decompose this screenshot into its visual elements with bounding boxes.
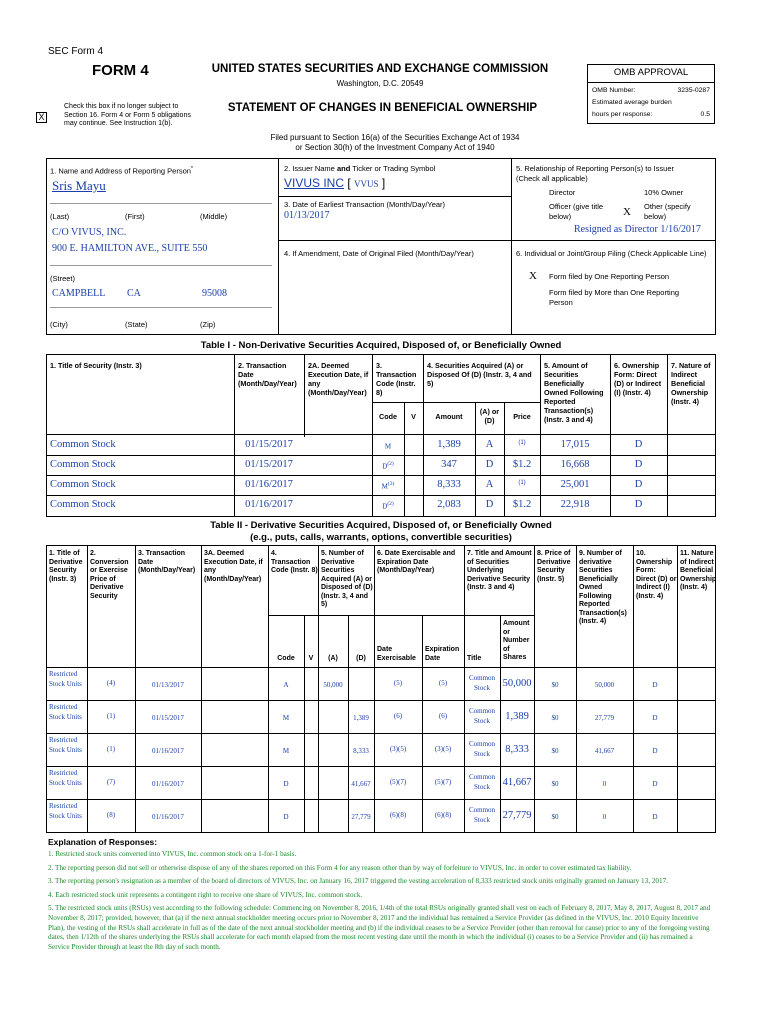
t2-code: M: [282, 714, 290, 722]
t2-owned: 27,779: [594, 714, 615, 722]
note-4: 4. Each restricted stock unit represents a contingent right to receive one share of VIVUS, Inc. common stock.: [48, 890, 363, 899]
statement-title: STATEMENT OF CHANGES IN BENEFICIAL OWNERSHIP: [227, 102, 538, 114]
t2-title: Common Stock: [468, 806, 496, 824]
t1-title: Common Stock: [50, 499, 116, 510]
city-value: CAMPBELL: [52, 288, 106, 299]
t1-form: D: [634, 499, 643, 510]
t2-h-dates: 6. Date Exercisable and Expiration Date (Month/Day/Year): [377, 550, 456, 574]
t2-h-title: 1. Title of Derivative Security (Instr. 3): [49, 550, 83, 583]
issuer-label: 2. Issuer Name and Ticker or Trading Symbol: [284, 164, 436, 173]
t2-shares: 50,000: [502, 678, 532, 689]
t2-shares: 8,333: [505, 744, 529, 755]
t2-price: $0: [551, 747, 559, 755]
explanation-title: Explanation of Responses:: [48, 837, 158, 847]
t1-amount: 2,083: [437, 499, 461, 510]
omb-number-label: OMB Number:: [592, 87, 636, 94]
table2-title: Table II - Derivative Securities Acquired, Disposed of, or Beneficially Owned (e.g., puts, calls, warrants, options, convertible securities): [210, 520, 552, 543]
city-label: (City): [50, 320, 68, 329]
t2-exercisable: (3)(5): [389, 745, 407, 753]
t1-code: $M^{(3)}$: [381, 481, 395, 491]
t2-security: Restricted Stock Units: [49, 769, 82, 787]
address-line-2: 900 E. HAMILTON AVE., SUITE 550: [52, 243, 208, 254]
t1-code: M: [384, 442, 392, 451]
t1-owned: 17,015: [560, 439, 590, 450]
t1-h-securities: 4. Securities Acquired (A) or Disposed Of (D) (Instr. 3, 4 and 5): [427, 361, 532, 388]
t2-price: $0: [551, 714, 559, 722]
t2-code: D: [283, 813, 289, 821]
t2-exercisable: (5): [393, 679, 403, 687]
t2-h-d: (D): [356, 655, 366, 662]
zip-label: (Zip): [200, 320, 216, 329]
t2-h-conversion: 2. Conversion or Exercise Price of Derivative Security: [90, 550, 129, 600]
filed-pursuant: [195, 133, 595, 153]
omb-hours: 0.5: [700, 111, 710, 118]
note-1: 1. Restricted stock units converted into VIVUS, Inc. common stock on a 1-for-1 basis.: [48, 850, 297, 858]
t2-h-deemed: 3A. Deemed Execution Date, if any (Month/Day/Year): [204, 550, 263, 583]
t2-code: M: [282, 747, 290, 755]
t1-h-code: 3. Transaction Code (Instr. 8): [376, 361, 417, 397]
filing-label: 6. Individual or Joint/Group Filing (Check Applicable Line): [516, 249, 707, 258]
t2-code: D: [283, 780, 289, 788]
ten-percent-option[interactable]: 10% Owner: [644, 188, 684, 197]
filing-one-option[interactable]: Form filed by One Reporting Person: [549, 272, 670, 281]
issuer-ticker: VVUS: [354, 179, 379, 189]
issuer-name-line: VIVUS INC [ VVUS ]: [284, 176, 386, 190]
t1-ad: D: [485, 459, 494, 470]
t2-disposed: 27,779: [351, 813, 371, 821]
t1-ad: D: [485, 499, 494, 510]
note-3: 3. The reporting person's resignation as a member of the board of directors of VIVUS, Inc. on January 16, 2017 triggered the vesting acceleration of 8,333 restricted stock units originally granted on January 13, 2017.: [48, 877, 668, 886]
t2-conversion: (7): [106, 778, 116, 786]
t1-price: $1.2: [512, 499, 532, 510]
t2-h-title-sub: Title: [467, 655, 482, 662]
earliest-date: 01/13/2017: [284, 210, 330, 221]
t1-amount: 1,389: [437, 439, 461, 450]
t1-ad: A: [485, 439, 494, 450]
t2-title: Common Stock: [468, 707, 496, 725]
t2-conversion: (1): [106, 712, 116, 720]
t2-price: $0: [551, 813, 559, 821]
t2-disposed: 8,333: [353, 747, 369, 755]
t2-title: Common Stock: [468, 740, 496, 758]
t2-owned: 0: [602, 813, 607, 821]
checkbox-text: Check this box if no longer subject to Section 16. Form 4 or Form 5 obligations may continue. See Instruction 1(b).: [64, 103, 191, 128]
t2-shares: 27,779: [502, 810, 532, 821]
t2-form: D: [652, 714, 658, 722]
t1-h-ad: (A) or (D): [479, 407, 500, 425]
t2-conversion: (1): [106, 745, 116, 753]
t2-h-expiration: Expiration Date: [425, 646, 460, 662]
t1-code: $D^{(2)}$: [382, 501, 394, 511]
t2-security: Restricted Stock Units: [49, 802, 82, 820]
state-label: (State): [125, 320, 148, 329]
t1-date: 01/15/2017: [245, 459, 293, 470]
t2-form: D: [652, 681, 658, 689]
director-option[interactable]: Director: [549, 188, 576, 197]
t2-h-code-sub: Code: [277, 655, 295, 662]
middle-label: (Middle): [200, 212, 228, 221]
t2-expiration: (5): [438, 679, 448, 687]
t2-expiration: (6)(8): [434, 811, 452, 819]
t1-amount: 8,333: [437, 479, 461, 490]
t2-owned: 0: [602, 780, 607, 788]
t1-form: D: [634, 459, 643, 470]
omb-burden-label: Estimated average burden: [592, 99, 672, 106]
t1-price: (1): [518, 440, 526, 446]
t1-price: (1): [518, 480, 526, 486]
t2-security: Restricted Stock Units: [49, 703, 82, 721]
state-value: CA: [127, 288, 141, 299]
explanation-notes: [48, 850, 714, 952]
t2-price: $0: [551, 780, 559, 788]
t2-h-code: 4. Transaction Code (Instr. 8): [271, 550, 318, 574]
table1-title: Table I - Non-Derivative Securities Acquired, Disposed of, or Beneficially Owned: [200, 340, 562, 351]
relationship-label: 5. Relationship of Reporting Person(s) to Issuer (Check all applicable): [516, 164, 674, 183]
t2-disposed: 41,667: [351, 780, 371, 788]
t2-exercisable: (6)(8): [389, 811, 407, 819]
t1-title: Common Stock: [50, 479, 116, 490]
t2-date: 01/16/2017: [152, 780, 184, 788]
officer-mark: X: [623, 206, 631, 218]
t1-h-nature: 7. Nature of Indirect Beneficial Ownership (Instr. 4): [671, 361, 711, 406]
t1-date: 01/15/2017: [245, 439, 293, 450]
t1-price: $1.2: [512, 459, 532, 470]
t2-h-underlying: 7. Title and Amount of Securities Underlying Derivative Security (Instr. 3 and 4): [467, 550, 532, 591]
t2-security: Restricted Stock Units: [49, 670, 82, 688]
t2-expiration: (5)(7): [434, 778, 452, 786]
note-5: 5. The restricted stock units (RSUs) vest according to the following schedule: Commencing on November 8, 2016, 1/4th of the total RSUs originally granted shall vest on each of February 8, 2017, May 8, 2017, August 8, 2017 and November 8, 2017; provided, however, that (a) if the next annual stockholder meeting occurs prior to November 8, 2017 and the individual has remained a Service Provider (as defined in the VIVUS, Inc. 2010 Equity Incentive Plan), the vesting of the RSUs shall accelerate in full as of the date of the next annual stockholder meeting and (b) if the individual ceases to be a Service Provider (other than removal for cause) prior to any of the foregoing vesting dates, then 1/12th of the shares underlying the RSUs shall accelerate for each month elapsed from the most recent vesting date until the month in which the individual (i) ceases to be a Service Provider and (ii) has remained a Service Provider through at least the 8th day of such month.: [48, 904, 711, 951]
amendment-label: 4. If Amendment, Date of Original Filed (Month/Day/Year): [284, 249, 474, 258]
other-option[interactable]: Other (specify below): [644, 202, 691, 221]
issuer-name[interactable]: VIVUS INC: [284, 176, 345, 190]
t2-form: D: [652, 813, 658, 821]
t1-date: 01/16/2017: [245, 479, 293, 490]
t1-h-v: V: [411, 412, 416, 421]
t2-h-date: 3. Transaction Date (Month/Day/Year): [138, 550, 196, 574]
no-longer-subject-checkbox[interactable]: [36, 112, 47, 123]
t1-code: $D^{(2)}$: [382, 461, 394, 471]
t2-expiration: (3)(5): [434, 745, 452, 753]
t1-h-date: 2. Transaction Date (Month/Day/Year): [238, 361, 297, 388]
t2-acquired: 50,000: [323, 681, 343, 689]
t2-owned: 41,667: [594, 747, 615, 755]
omb-hours-label: hours per response:: [592, 111, 653, 118]
t2-h-form: 10. Ownership Form: Direct (D) or Indirect (I) (Instr. 4): [636, 550, 677, 600]
t2-title: Common Stock: [468, 674, 496, 692]
t2-h-nature: 11. Nature of Indirect Beneficial Ownership (Instr. 4): [680, 550, 717, 591]
note-2: 2. The reporting person did not sell or otherwise dispose of any of the shares reported on this Form 4 for any reason other than by way of forfeiture to VIVUS, Inc. in order to cover estimated tax liability.: [48, 863, 632, 872]
t2-disposed: 1,389: [353, 714, 369, 722]
last-label: (Last): [50, 212, 70, 221]
t2-h-number: 5. Number of Derivative Securities Acquired (A) or Disposed of (D) (Instr. 3, 4 and 5): [321, 550, 373, 608]
filed-line-1: Filed pursuant to Section 16(a) of the Securities Exchange Act of 1934: [270, 133, 520, 142]
t1-h-deemed: 2A. Deemed Execution Date, if any (Month/Day/Year): [308, 361, 369, 397]
t1-form: D: [634, 479, 643, 490]
checkbox-mark: X: [38, 112, 45, 122]
t2-code: A: [283, 681, 289, 689]
t2-form: D: [652, 780, 658, 788]
t2-date: 01/16/2017: [152, 747, 184, 755]
t2-h-shares: Amount or Number of Shares: [503, 620, 530, 661]
t1-h-form: 6. Ownership Form: Direct (D) or Indirect (I) (Instr. 4): [614, 361, 662, 397]
omb-number: 3235-0287: [677, 87, 710, 94]
address-line-1: C/O VIVUS, INC.: [52, 227, 127, 238]
t2-h-a: (A): [328, 655, 338, 662]
t1-h-amount: Amount: [435, 412, 463, 421]
officer-option[interactable]: Officer (give title below): [549, 202, 604, 221]
t1-ad: A: [485, 479, 494, 490]
t2-title: Common Stock: [468, 773, 496, 791]
t2-form: D: [652, 747, 658, 755]
reporting-person-label: 1. Name and Address of Reporting Person*: [50, 166, 194, 176]
reporting-person-name[interactable]: Sris Mayu: [52, 178, 106, 193]
sec-form-label: SEC Form 4: [48, 46, 104, 57]
t1-h-price: Price: [513, 412, 531, 421]
t1-h-owned: 5. Amount of Securities Beneficially Owned Following Reported Transaction(s) (Instr. 3 and 4): [544, 361, 604, 424]
street-label: (Street): [50, 274, 76, 283]
form-title: FORM 4: [92, 62, 149, 79]
t2-conversion: (8): [106, 811, 116, 819]
t2-date: 01/13/2017: [152, 681, 184, 689]
t1-owned: 16,668: [560, 459, 590, 470]
t2-h-price: 8. Price of Derivative Security (Instr. 5): [537, 550, 571, 583]
t2-expiration: (6): [438, 712, 448, 720]
first-label: (First): [125, 212, 145, 221]
t1-form: D: [634, 439, 643, 450]
t2-owned: 50,000: [594, 681, 615, 689]
t1-title: Common Stock: [50, 439, 116, 450]
t2-date: 01/15/2017: [152, 714, 184, 722]
commission-location: Washington, D.C. 20549: [336, 79, 424, 88]
t2-h-v: V: [308, 655, 314, 662]
t2-price: $0: [551, 681, 559, 689]
t2-shares: 1,389: [505, 711, 529, 722]
filed-line-2: or Section 30(h) of the Investment Company Act of 1940: [295, 143, 495, 152]
t2-h-owned: 9. Number of derivative Securities Beneficially Owned Following Reported Transaction(s) (Instr. 4): [579, 550, 627, 625]
t2-exercisable: (5)(7): [389, 778, 407, 786]
t1-owned: 22,918: [560, 499, 590, 510]
omb-title: OMB APPROVAL: [613, 67, 689, 78]
zip-value: 95008: [202, 288, 227, 299]
t2-date: 01/16/2017: [152, 813, 184, 821]
commission-title: UNITED STATES SECURITIES AND EXCHANGE COMMISSION: [211, 63, 549, 75]
filing-more-option[interactable]: Form filed by More than One Reporting Person: [549, 288, 680, 307]
t1-date: 01/16/2017: [245, 499, 293, 510]
t1-amount: 347: [441, 459, 457, 470]
t2-exercisable: (6): [393, 712, 403, 720]
t1-owned: 25,001: [560, 479, 590, 490]
t2-shares: 41,667: [502, 777, 532, 788]
officer-title: Resigned as Director 1/16/2017: [574, 224, 701, 235]
t2-h-exercisable: Date Exercisable: [377, 646, 416, 662]
t1-h-title: 1. Title of Security (Instr. 3): [50, 361, 142, 370]
filing-one-mark: X: [529, 270, 537, 282]
t2-security: Restricted Stock Units: [49, 736, 82, 754]
earliest-date-label: 3. Date of Earliest Transaction (Month/Day/Year): [284, 200, 446, 209]
t1-title: Common Stock: [50, 459, 116, 470]
t2-conversion: (4): [106, 679, 116, 687]
t1-h-code-sub: Code: [379, 412, 397, 421]
